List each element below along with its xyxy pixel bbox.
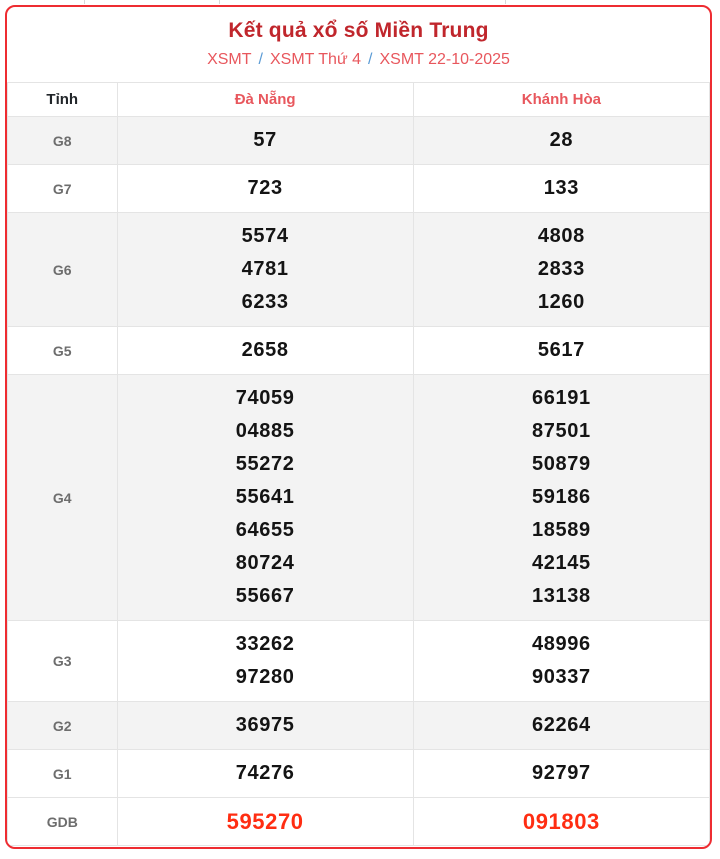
header-row	[8, 83, 710, 117]
prize-number: 133	[543, 177, 579, 199]
prize-number: 92797	[532, 762, 591, 784]
prize-number: 595270	[226, 809, 304, 834]
card-header	[7, 7, 710, 82]
prize-label: G6	[8, 213, 118, 327]
prize-number: 97280	[235, 666, 295, 688]
prize-values-cell	[413, 165, 709, 213]
prize-number: 4808	[537, 225, 585, 247]
table-row	[8, 165, 710, 213]
prize-number: 66191	[532, 387, 591, 409]
top-edge-artifact	[84, 0, 85, 4]
prize-number: 48996	[532, 633, 591, 655]
prize-number: 90337	[532, 666, 591, 688]
prize-number: 2833	[537, 258, 585, 280]
prize-values-cell	[117, 165, 413, 213]
prize-number: 33262	[235, 633, 295, 655]
prize-values-cell	[413, 702, 709, 750]
breadcrumb-link[interactable]: XSMT 22-10-2025	[379, 51, 510, 68]
prize-label: G7	[8, 165, 118, 213]
prize-number: 80724	[235, 552, 295, 574]
prize-label: G3	[8, 621, 118, 702]
prize-number: 55272	[235, 453, 295, 475]
prize-values-cell	[413, 798, 709, 846]
results-table-head	[8, 83, 710, 117]
prize-values-cell	[117, 117, 413, 165]
prize-label: GDB	[8, 798, 118, 846]
prize-number: 091803	[522, 809, 600, 834]
prize-number: 42145	[532, 552, 591, 574]
table-row	[8, 702, 710, 750]
results-table-body	[8, 117, 710, 846]
prize-values-cell	[413, 375, 709, 621]
prize-number: 4781	[241, 258, 289, 280]
breadcrumb-separator: /	[368, 51, 373, 68]
prize-number: 62264	[532, 714, 591, 736]
column-header-province: Tỉnh	[8, 83, 118, 117]
prize-number: 57	[253, 129, 277, 151]
prize-values-cell	[117, 798, 413, 846]
prize-values-cell	[413, 213, 709, 327]
prize-number: 36975	[235, 714, 295, 736]
prize-values-cell	[117, 702, 413, 750]
prize-values-cell	[117, 327, 413, 375]
prize-values-cell	[413, 117, 709, 165]
prize-values-cell	[413, 327, 709, 375]
table-row	[8, 327, 710, 375]
prize-number: 64655	[235, 519, 295, 541]
column-header-khanhhoa[interactable]: Khánh Hòa	[413, 83, 709, 117]
prize-label: G8	[8, 117, 118, 165]
prize-number: 5617	[537, 339, 585, 361]
table-row	[8, 117, 710, 165]
prize-number: 55667	[235, 585, 295, 607]
prize-number: 59186	[532, 486, 591, 508]
prize-values-cell	[413, 750, 709, 798]
prize-number: 18589	[532, 519, 591, 541]
breadcrumb	[7, 51, 710, 69]
prize-number: 2658	[241, 339, 289, 361]
prize-number: 50879	[532, 453, 591, 475]
prize-number: 6233	[241, 291, 289, 313]
prize-number: 1260	[537, 291, 585, 313]
prize-label: G5	[8, 327, 118, 375]
table-row	[8, 798, 710, 846]
prize-label: G1	[8, 750, 118, 798]
column-header-danang[interactable]: Đà Nẵng	[117, 83, 413, 117]
lottery-result-card	[5, 5, 712, 849]
prize-label: G4	[8, 375, 118, 621]
prize-number: 04885	[235, 420, 295, 442]
prize-values-cell	[117, 750, 413, 798]
prize-number: 723	[247, 177, 283, 199]
results-table	[7, 82, 710, 846]
prize-number: 87501	[532, 420, 591, 442]
breadcrumb-link[interactable]: XSMT	[207, 51, 252, 68]
prize-label: G2	[8, 702, 118, 750]
table-row	[8, 621, 710, 702]
prize-values-cell	[117, 375, 413, 621]
top-edge-artifact	[219, 0, 220, 4]
prize-number: 5574	[241, 225, 289, 247]
breadcrumb-link[interactable]: XSMT Thứ 4	[269, 51, 362, 68]
table-row	[8, 375, 710, 621]
table-row	[8, 213, 710, 327]
prize-number: 28	[549, 129, 574, 151]
top-edge-artifact	[505, 0, 506, 4]
prize-number: 55641	[235, 486, 295, 508]
prize-number: 74059	[235, 387, 295, 409]
prize-values-cell	[413, 621, 709, 702]
breadcrumb-separator: /	[258, 51, 263, 68]
page-title: Kết quả xổ số Miền Trung	[228, 19, 489, 42]
prize-values-cell	[117, 621, 413, 702]
prize-values-cell	[117, 213, 413, 327]
prize-number: 13138	[532, 585, 591, 607]
prize-number: 74276	[235, 762, 295, 784]
table-row	[8, 750, 710, 798]
